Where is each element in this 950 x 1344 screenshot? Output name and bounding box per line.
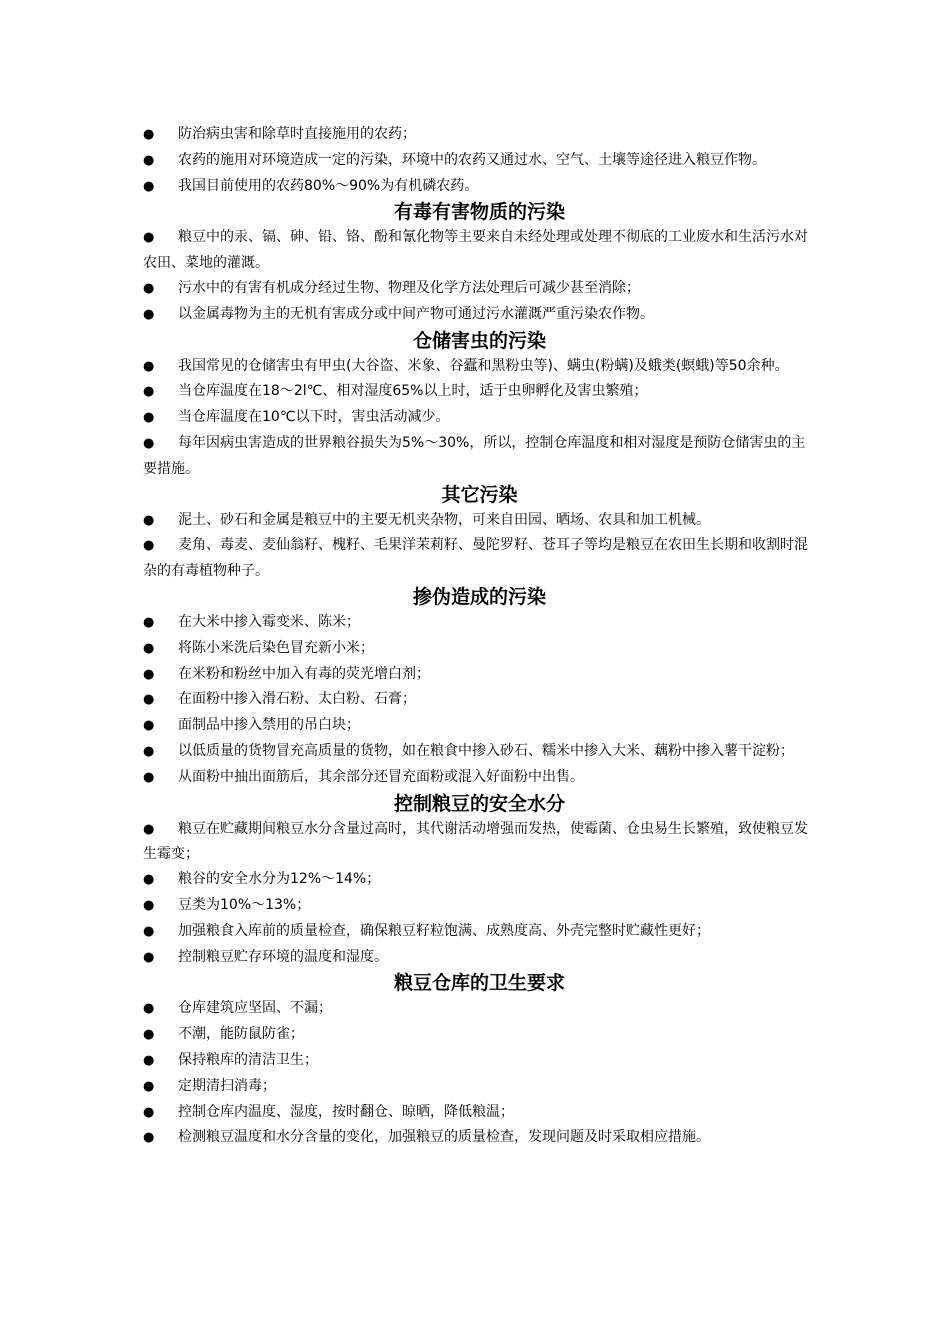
list-item bbox=[143, 610, 808, 636]
list-item bbox=[143, 1022, 808, 1048]
bullet-icon: ● bbox=[143, 821, 155, 837]
list-item-text: 在面粉中掺入滑石粉、太白粉、石膏； bbox=[178, 691, 416, 708]
list-item-text: 农药的施用对环境造成一定的污染，环境中的农药又通过水、空气、土壤等途径进入粮豆作物。 bbox=[178, 151, 766, 168]
bullet-icon: ● bbox=[143, 435, 155, 451]
list-item bbox=[143, 945, 808, 971]
list-item-text: 加强粮食入库前的质量检查，确保粮豆籽粒饱满、成熟度高、外壳完整时贮藏性更好； bbox=[178, 922, 710, 939]
list-item bbox=[143, 431, 808, 482]
list-item bbox=[143, 122, 808, 148]
bullet-icon: ● bbox=[143, 872, 155, 888]
list-item-text: 以低质量的货物冒充高质量的货物，如在粮食中掺入砂石、糯米中掺入大米、藕粉中掺入薯干淀粉； bbox=[178, 742, 794, 759]
list-item bbox=[143, 405, 808, 431]
list-item bbox=[143, 817, 808, 868]
list-item bbox=[143, 996, 808, 1022]
bullet-icon: ● bbox=[143, 512, 155, 528]
bullet-icon: ● bbox=[143, 718, 155, 734]
list-item bbox=[143, 1074, 808, 1100]
list-item-text: 以金属毒物为主的无机有害成分或中间产物可通过污水灌溉严重污染农作物。 bbox=[178, 305, 654, 322]
bullet-icon: ● bbox=[143, 692, 155, 708]
section-heading: 粮豆仓库的卫生要求 bbox=[393, 972, 565, 995]
list-item bbox=[143, 687, 808, 713]
bullet-icon: ● bbox=[143, 538, 155, 554]
list-item bbox=[143, 1125, 808, 1151]
list-item bbox=[143, 174, 808, 200]
bullet-icon: ● bbox=[143, 897, 155, 913]
list-item-text: 豆类为10%～13%； bbox=[178, 896, 311, 913]
bullet-icon: ● bbox=[143, 230, 155, 246]
list-item bbox=[143, 636, 808, 662]
list-item bbox=[143, 379, 808, 405]
bullet-icon: ● bbox=[143, 358, 155, 374]
list-item bbox=[143, 276, 808, 302]
bullet-icon: ● bbox=[143, 640, 155, 656]
bullet-icon: ● bbox=[143, 769, 155, 785]
list-item-text: 保持粮库的清洁卫生； bbox=[178, 1051, 318, 1068]
bullet-icon: ● bbox=[143, 743, 155, 759]
list-item bbox=[143, 662, 808, 688]
list-item bbox=[143, 148, 808, 174]
list-item-text: 控制仓库内温度、湿度，按时翻仓、晾晒，降低粮温； bbox=[178, 1103, 514, 1120]
list-item-text: 不潮，能防鼠防雀； bbox=[178, 1026, 304, 1043]
list-item bbox=[143, 302, 808, 328]
bullet-icon: ● bbox=[143, 384, 155, 400]
list-item bbox=[143, 713, 808, 739]
list-item bbox=[143, 354, 808, 380]
bullet-icon: ● bbox=[143, 152, 155, 168]
bullet-icon: ● bbox=[143, 1104, 155, 1120]
list-item-text: 检测粮豆温度和水分含量的变化，加强粮豆的质量检查，发现问题及时采取相应措施。 bbox=[178, 1129, 710, 1146]
section-heading: 其它污染 bbox=[441, 483, 518, 506]
bullet-icon: ● bbox=[143, 410, 155, 426]
list-item-text: 每年因病虫害造成的世界粮谷损失为5%～30%，所以，控制仓库温度和相对湿度是预防仓储害虫的主要措施。 bbox=[143, 434, 806, 477]
list-item-text: 在米粉和粉丝中加入有毒的荧光增白剂； bbox=[178, 665, 430, 682]
list-item bbox=[143, 533, 808, 584]
list-item bbox=[143, 867, 808, 893]
list-item-text: 粮谷的安全水分为12%～14%； bbox=[178, 871, 381, 888]
bullet-icon: ● bbox=[143, 178, 155, 194]
list-item-text: 在大米中掺入霉变米、陈米； bbox=[178, 613, 360, 630]
bullet-icon: ● bbox=[143, 127, 155, 142]
list-item-text: 我国目前使用的农药80%～90%为有机磷农药。 bbox=[178, 177, 479, 194]
list-item bbox=[143, 508, 808, 534]
list-item-text: 从面粉中抽出面筋后，其余部分还冒充面粉或混入好面粉中出售。 bbox=[178, 768, 584, 785]
list-item bbox=[143, 919, 808, 945]
list-item-text: 污水中的有害有机成分经过生物、物理及化学方法处理后可减少甚至消除； bbox=[178, 279, 640, 296]
list-item-text: 泥土、砂石和金属是粮豆中的主要无机夹杂物，可来自田园、晒场、农具和加工机械。 bbox=[178, 511, 710, 528]
bullet-icon: ● bbox=[143, 923, 155, 939]
section-heading: 掺伪造成的污染 bbox=[412, 585, 546, 608]
list-item-text: 麦角、毒麦、麦仙翁籽、槐籽、毛果洋茉莉籽、曼陀罗籽、苍耳子等均是粮豆在农田生长期和收割时混杂的有毒植物种子。 bbox=[143, 537, 808, 580]
bullet-icon: ● bbox=[143, 1052, 155, 1068]
document-page bbox=[143, 122, 808, 1151]
section-heading: 控制粮豆的安全水分 bbox=[393, 792, 565, 815]
bullet-icon: ● bbox=[143, 614, 155, 630]
list-item bbox=[143, 739, 808, 765]
section-heading: 有毒有害物质的污染 bbox=[393, 201, 565, 224]
bullet-icon: ● bbox=[143, 666, 155, 682]
bullet-icon: ● bbox=[143, 1078, 155, 1094]
list-item-text: 面制品中掺入禁用的吊白块； bbox=[178, 717, 360, 734]
list-item bbox=[143, 893, 808, 919]
bullet-icon: ● bbox=[143, 1130, 155, 1146]
list-item-text: 我国常见的仓储害虫有甲虫(大谷盗、米象、谷蠹和黑粉虫等)、螨虫(粉螨)及蛾类(螟蛾)等50余种。 bbox=[178, 357, 789, 374]
list-item-text: 仓库建筑应坚固、不漏； bbox=[178, 1000, 332, 1017]
bullet-icon: ● bbox=[143, 949, 155, 965]
list-item-text: 当仓库温度在10℃以下时，害虫活动减少。 bbox=[178, 409, 450, 426]
list-item bbox=[143, 765, 808, 791]
section-heading: 仓储害虫的污染 bbox=[412, 329, 546, 352]
list-item bbox=[143, 225, 808, 276]
bullet-icon: ● bbox=[143, 1001, 155, 1017]
bullet-icon: ● bbox=[143, 306, 155, 322]
bullet-icon: ● bbox=[143, 280, 155, 296]
list-item-text: 控制粮豆贮存环境的温度和湿度。 bbox=[178, 948, 388, 965]
bullet-icon: ● bbox=[143, 1027, 155, 1043]
list-item-text: 粮豆在贮藏期间粮豆水分含量过高时，其代谢活动增强而发热，使霉菌、仓虫易生长繁殖，致使粮豆发生霉变； bbox=[143, 820, 808, 863]
list-item bbox=[143, 1100, 808, 1126]
list-item-text: 当仓库温度在18～2l℃、相对湿度65%以上时，适于虫卵孵化及害虫繁殖； bbox=[178, 383, 648, 400]
list-item-text: 粮豆中的汞、镉、砷、铅、铬、酚和氰化物等主要来自未经处理或处理不彻底的工业废水和生活污水对农田、菜地的灌溉。 bbox=[143, 229, 808, 272]
list-item-text: 将陈小米洗后染色冒充新小米； bbox=[178, 639, 374, 656]
list-item bbox=[143, 1048, 808, 1074]
list-item-text: 防治病虫害和除草时直接施用的农药； bbox=[178, 126, 416, 142]
list-item-text: 定期清扫消毒； bbox=[178, 1077, 276, 1094]
